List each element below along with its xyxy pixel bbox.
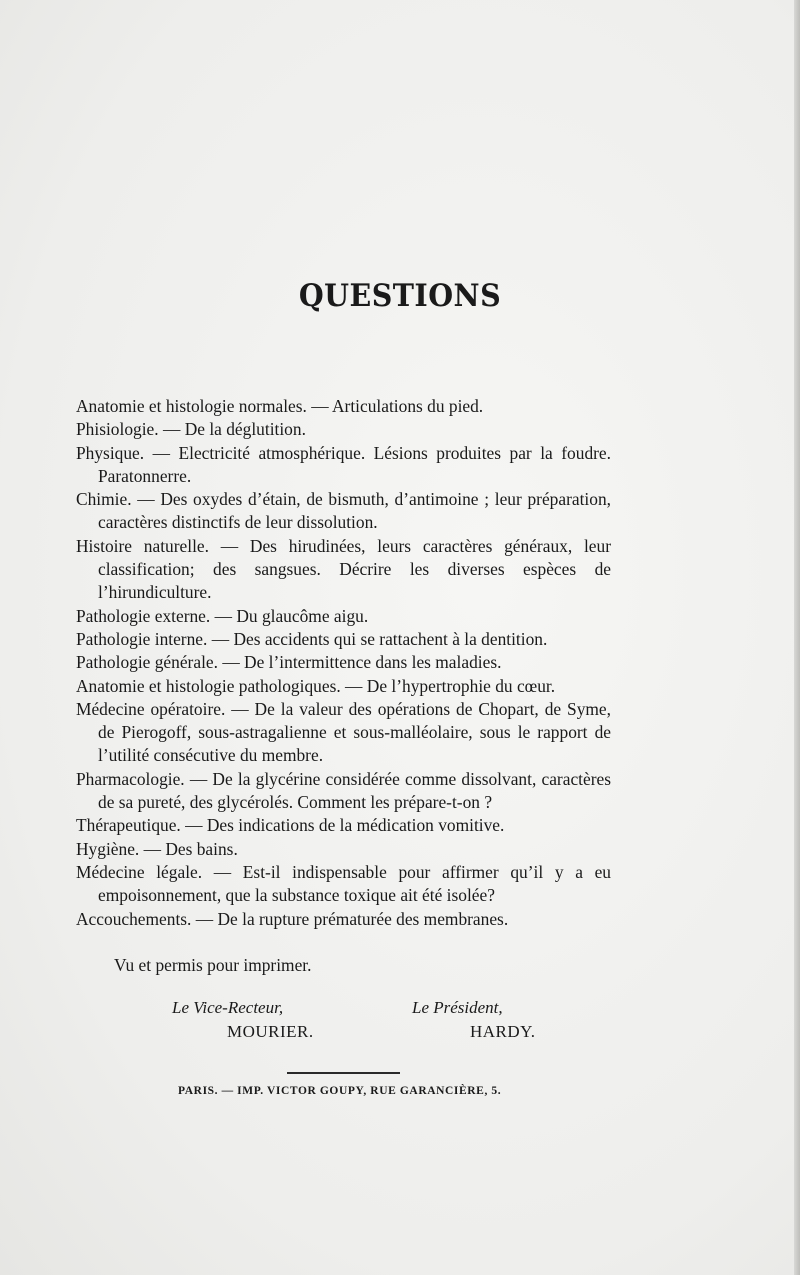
question-item: Médecine opératoire. — De la valeur des opérations de Chopart, de Syme, de Pierogoff, sous-astragalienne et sous-malléolaire, sous le rapport de l’utilité consécutive du membre. (76, 698, 611, 766)
approval-line: Vu et permis pour imprimer. (114, 955, 312, 975)
question-item: Pharmacologie. — De la glycérine considérée comme dissolvant, caractères de sa pureté, des glycérolés. Comment les prépare-t-on ? (76, 768, 611, 813)
horizontal-rule (287, 1072, 400, 1074)
question-item: Histoire naturelle. — Des hirudinées, leurs caractères généraux, leur classification; des sangsues. Décrire les diverses espèces de l’hirundiculture. (76, 535, 611, 603)
question-item: Pathologie générale. — De l’intermittence dans les maladies. (76, 652, 502, 673)
question-item: Pathologie interne. — Des accidents qui se rattachent à la dentition. (76, 628, 548, 649)
question-item: Pathologie externe. — Du glaucôme aigu. (76, 605, 369, 626)
signature-name: HARDY. (470, 1022, 536, 1041)
question-item: Physique. — Electricité atmosphérique. Lésions produites par la foudre. Paratonnerre. (76, 442, 611, 486)
question-item: Accouchements. — De la rupture prématurée des membranes. (76, 908, 509, 929)
question-item: Thérapeutique. — Des indications de la médication vomitive. (76, 815, 505, 836)
signature-role: Le Président, (412, 998, 503, 1017)
signature-president (412, 998, 536, 1042)
question-item: Chimie. — Des oxydes d’étain, de bismuth, d’antimoine ; leur préparation, caractères distinctifs de leur dissolution. (76, 489, 611, 533)
question-item: Anatomie et histologie normales. — Articulations du pied. (76, 396, 484, 416)
question-item: Phisiologie. — De la déglutition. (76, 419, 306, 440)
page-title: QUESTIONS (298, 278, 502, 314)
printer-imprint: PARIS. — IMP. VICTOR GOUPY, RUE GARANCIÈRE, 5. (178, 1085, 502, 1097)
question-item: Médecine légale. — Est-il indispensable pour affirmer qu’il y a eu empoisonnement, que la substance toxique ait été isolée? (76, 861, 611, 906)
signature-vice-recteur (172, 998, 314, 1042)
question-item: Anatomie et histologie pathologiques. — De l’hypertrophie du cœur. (76, 675, 556, 696)
page-edge (794, 0, 800, 1275)
signature-role: Le Vice-Recteur, (172, 998, 284, 1017)
signature-name: MOURIER. (227, 1022, 314, 1041)
questions-list (76, 395, 611, 931)
question-item: Hygiène. — Des bains. (76, 838, 238, 859)
